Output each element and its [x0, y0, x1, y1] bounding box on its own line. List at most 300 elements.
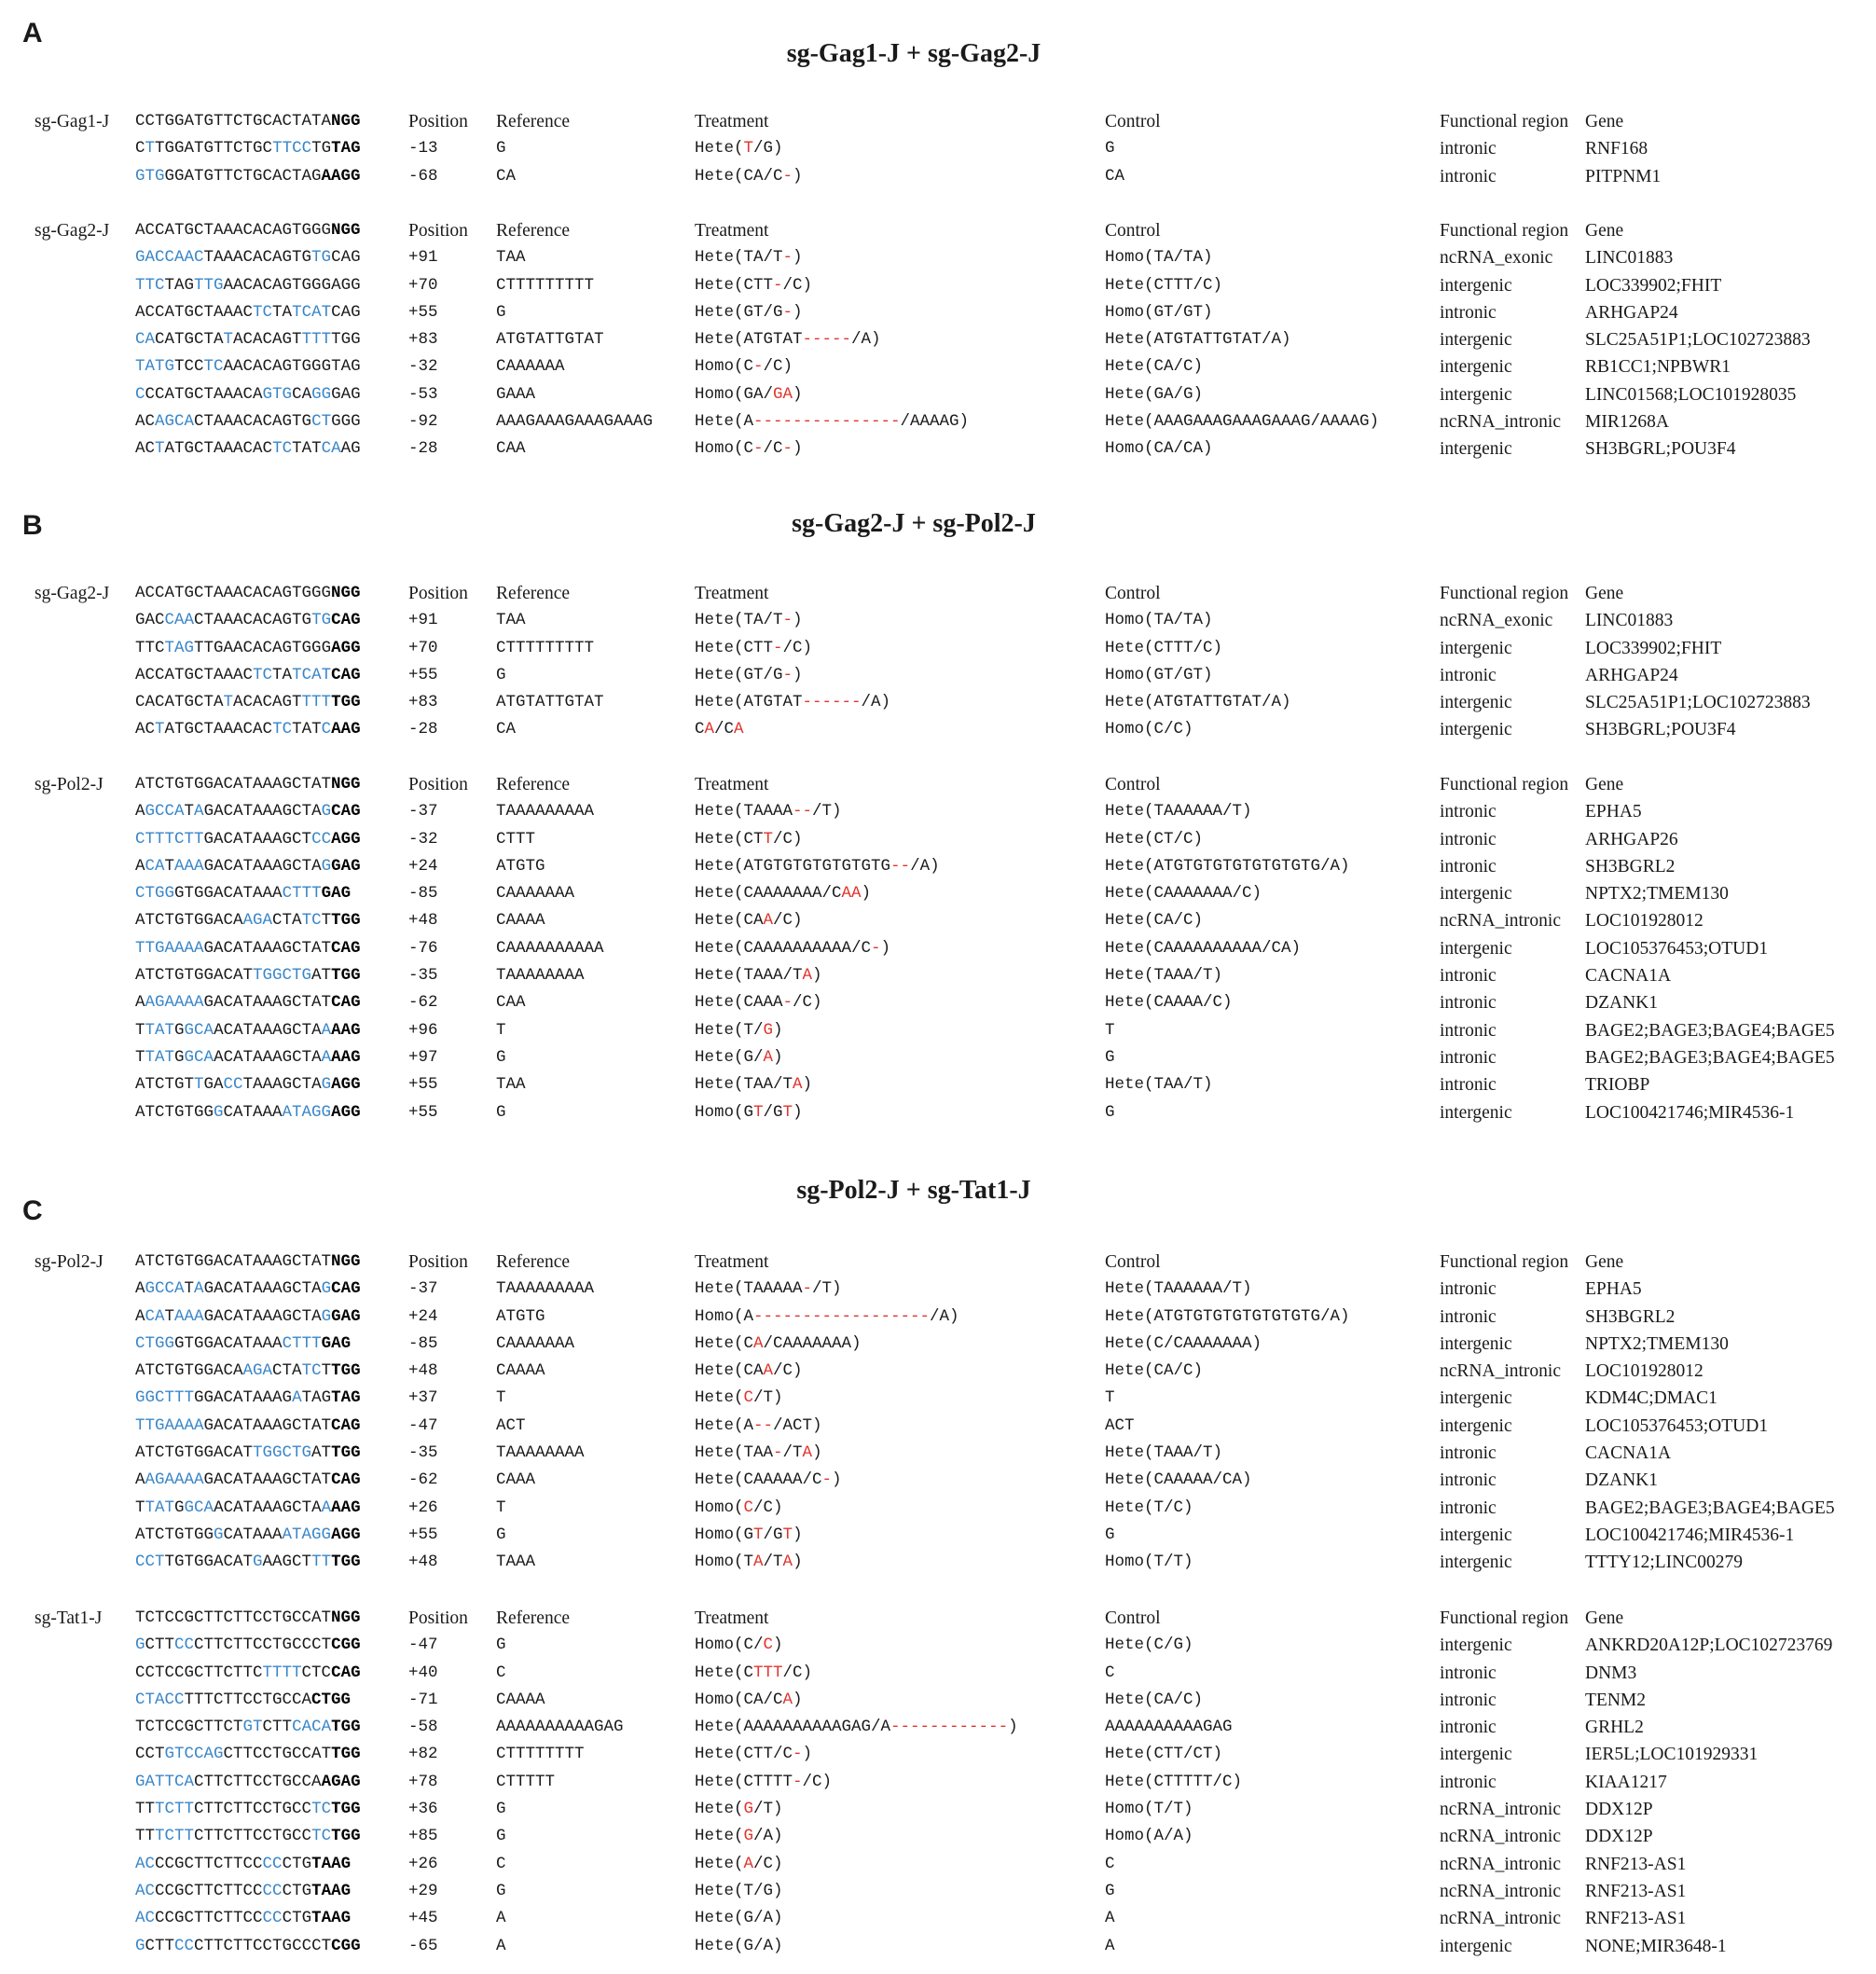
- seq-segment: Hete(CTT/C: [695, 1745, 793, 1764]
- seq-segment: CC: [174, 1636, 195, 1655]
- seq-segment: --: [753, 1415, 774, 1435]
- control-value: [1105, 1522, 1115, 1549]
- seq-segment: Hete(CA/C): [1105, 911, 1204, 931]
- functional-region-value: intronic: [1440, 966, 1497, 987]
- control-value: [1105, 1687, 1203, 1714]
- functional-region-value: intronic: [1440, 139, 1497, 159]
- seq-segment: Homo(T: [695, 1553, 754, 1572]
- seq-segment: CTTCTTCCTGCCCT: [194, 1636, 332, 1655]
- table-row: [0, 716, 1876, 743]
- functional-region-value: intronic: [1440, 1470, 1497, 1491]
- seq-segment: GTC: [164, 1745, 195, 1764]
- seq-segment: /C): [793, 993, 822, 1013]
- seq-segment: TTC: [135, 275, 165, 295]
- offtarget-sequence: [135, 1099, 361, 1126]
- functional-region-value: intergenic: [1440, 693, 1512, 713]
- table-row: [0, 935, 1876, 962]
- seq-segment: AGG: [331, 1525, 361, 1544]
- treatment-value: [695, 1549, 803, 1576]
- reference-value: TAA: [496, 1075, 526, 1095]
- control-value: [1105, 962, 1222, 989]
- control-header: Control: [1105, 584, 1161, 603]
- reference-value: ATGTATTGTAT: [496, 693, 604, 712]
- seq-segment: A: [194, 802, 204, 821]
- seq-segment: Homo(GA/: [695, 384, 774, 404]
- reference-value: G: [496, 1102, 506, 1122]
- seq-segment: G: [1105, 1525, 1115, 1544]
- seq-segment: AACACAGTGGGTAG: [223, 357, 361, 377]
- functional-region-value: intergenic: [1440, 884, 1512, 904]
- control-value: [1105, 272, 1222, 299]
- position-header: Position: [408, 112, 468, 131]
- treatment-value: [695, 1878, 783, 1905]
- seq-segment: A: [135, 1470, 145, 1490]
- seq-segment: ): [793, 439, 803, 459]
- seq-segment: TTGAAAA: [135, 938, 204, 958]
- gene-header: Gene: [1585, 584, 1624, 603]
- seq-segment: AGA: [242, 1361, 273, 1381]
- treatment-value: [695, 1358, 803, 1385]
- position-value: +97: [408, 1047, 438, 1067]
- seq-segment: Hete(CAAAAAAAAAA/CA): [1105, 938, 1302, 958]
- seq-segment: CAG: [331, 1415, 361, 1435]
- position-value: +91: [408, 611, 438, 630]
- functional-region-value: ncRNA_intronic: [1440, 1881, 1561, 1901]
- position-value: +85: [408, 1827, 438, 1846]
- treatment-header: Treatment: [695, 1608, 769, 1628]
- gene-value: LOC100421746;MIR4536-1: [1585, 1102, 1795, 1123]
- gene-value: DZANK1: [1585, 1470, 1658, 1491]
- seq-segment: TTT: [301, 330, 332, 350]
- table-row: [0, 662, 1876, 689]
- seq-segment: /C): [753, 1498, 783, 1517]
- seq-segment: TC: [311, 1800, 332, 1819]
- gene-value: RNF168: [1585, 139, 1648, 159]
- treatment-header: Treatment: [695, 221, 769, 241]
- seq-segment: CAG: [331, 302, 361, 322]
- treatment-value: [695, 826, 803, 853]
- seq-segment: T: [743, 139, 754, 159]
- functional-region-value: intergenic: [1440, 1745, 1512, 1765]
- seq-segment: Hete(TAA: [695, 1443, 774, 1463]
- control-value: [1105, 1071, 1213, 1098]
- offtarget-sequence: [135, 1632, 361, 1659]
- reference-header: Reference: [496, 1608, 571, 1628]
- seq-segment: ATCTGTGGACATAAAGCTAT: [135, 1252, 332, 1271]
- seq-segment: G: [321, 856, 332, 876]
- seq-segment: T: [184, 1279, 195, 1299]
- position-value: +55: [408, 1102, 438, 1122]
- header-row: [0, 771, 1876, 798]
- treatment-value: [695, 1017, 783, 1044]
- position-value: +37: [408, 1388, 438, 1408]
- seq-segment: ): [802, 1075, 813, 1095]
- reference-value: CTTTTTTTTT: [496, 275, 595, 295]
- reference-value: CTTTTTTTT: [496, 1745, 585, 1764]
- seq-segment: GAG: [321, 884, 352, 904]
- guide-name: sg-Pol2-J: [34, 1252, 103, 1272]
- gene-value: KDM4C;DMAC1: [1585, 1388, 1717, 1409]
- guide-group: [0, 108, 1876, 190]
- guide-name: sg-Gag2-J: [34, 221, 110, 241]
- reference-value: GAAA: [496, 384, 536, 404]
- seq-segment: AGA: [242, 911, 273, 931]
- guide-name: sg-Tat1-J: [34, 1608, 103, 1628]
- seq-segment: TTTCTTCCTGCCA: [184, 1690, 312, 1709]
- table-row: [0, 1522, 1876, 1549]
- seq-segment: NGG: [331, 221, 361, 240]
- gene-value: NPTX2;TMEM130: [1585, 1333, 1729, 1354]
- gene-value: RNF213-AS1: [1585, 1854, 1687, 1874]
- seq-segment: Hete(ATGTATTGTAT/A): [1105, 693, 1291, 712]
- functional-region-value: intronic: [1440, 1718, 1497, 1738]
- gene-value: ARHGAP26: [1585, 829, 1678, 849]
- functional-region-value: intronic: [1440, 302, 1497, 323]
- seq-segment: C: [135, 139, 145, 159]
- position-value: -47: [408, 1415, 438, 1435]
- seq-segment: T: [135, 1498, 145, 1517]
- position-value: -32: [408, 829, 438, 849]
- position-value: -68: [408, 166, 438, 186]
- offtarget-sequence: [135, 135, 361, 162]
- gene-value: LOC105376453;OTUD1: [1585, 1415, 1769, 1436]
- seq-segment: --: [890, 856, 911, 876]
- reference-header: Reference: [496, 584, 571, 603]
- seq-segment: CTG: [282, 1881, 312, 1900]
- functional-region-value: intronic: [1440, 1443, 1497, 1464]
- guide-sequence: [135, 580, 361, 607]
- control-value: [1105, 989, 1233, 1016]
- gene-value: BAGE2;BAGE3;BAGE4;BAGE5: [1585, 1498, 1835, 1518]
- seq-segment: CTTCCTGCCAT: [223, 1745, 332, 1764]
- seq-segment: CCTGGATGTTCTGCACTATA: [135, 112, 332, 131]
- seq-segment: Hete(CAAAAAAA/C): [1105, 884, 1262, 904]
- panel-label: C: [22, 1195, 43, 1226]
- seq-segment: CCGCTTCTTCC: [155, 1854, 263, 1873]
- seq-segment: GAG: [331, 856, 361, 876]
- control-value: [1105, 1769, 1242, 1796]
- position-value: -13: [408, 139, 438, 159]
- seq-segment: CTTCTTCCTGCCCT: [194, 1936, 332, 1955]
- seq-segment: NGG: [331, 775, 361, 794]
- offtarget-sequence: [135, 1440, 361, 1467]
- treatment-value: [695, 381, 803, 408]
- seq-segment: CC: [262, 1854, 283, 1873]
- seq-segment: TGG: [145, 884, 175, 904]
- treatment-value: [695, 853, 940, 880]
- table-row: [0, 1714, 1876, 1741]
- seq-segment: AC: [135, 720, 156, 739]
- gene-value: RNF213-AS1: [1585, 1909, 1687, 1929]
- reference-value: G: [496, 1827, 506, 1846]
- seq-segment: ): [812, 1443, 822, 1463]
- seq-segment: TA: [272, 665, 293, 684]
- seq-segment: CTGG: [311, 1690, 352, 1709]
- seq-segment: /C): [782, 638, 813, 657]
- reference-value: ATGTG: [496, 1306, 545, 1326]
- position-value: +24: [408, 856, 438, 876]
- seq-segment: T: [753, 1525, 764, 1544]
- seq-segment: CC: [311, 829, 332, 849]
- reference-value: A: [496, 1909, 506, 1928]
- treatment-value: [695, 662, 803, 689]
- position-value: +48: [408, 911, 438, 931]
- seq-segment: ): [793, 665, 803, 684]
- seq-segment: T: [753, 1102, 764, 1122]
- gene-header: Gene: [1585, 1252, 1624, 1272]
- seq-segment: NGG: [331, 584, 361, 602]
- treatment-header: Treatment: [695, 775, 769, 794]
- seq-segment: CCTCCGCTTCTTC: [135, 1663, 263, 1682]
- functional-region-value: intronic: [1440, 1306, 1497, 1327]
- gene-value: DDX12P: [1585, 1827, 1653, 1847]
- offtarget-sequence: [135, 935, 361, 962]
- seq-segment: TT: [135, 1800, 156, 1819]
- offtarget-sequence: [135, 1304, 361, 1331]
- gene-value: LINC01883: [1585, 248, 1674, 269]
- seq-segment: CAG: [331, 993, 361, 1013]
- treatment-value: [695, 1632, 783, 1659]
- gene-value: RNF213-AS1: [1585, 1881, 1687, 1901]
- gene-header: Gene: [1585, 1608, 1624, 1628]
- seq-segment: C: [135, 829, 145, 849]
- reference-value: CAAAAAAAAAA: [496, 938, 604, 958]
- reference-value: CAA: [496, 439, 526, 459]
- seq-segment: CCGCTTCTTCC: [155, 1881, 263, 1900]
- control-value: [1105, 299, 1213, 326]
- seq-segment: Hete(CA/C): [1105, 357, 1204, 377]
- reference-value: CAAAAAAA: [496, 1333, 575, 1353]
- seq-segment: Hete(ATGTAT: [695, 330, 803, 350]
- offtarget-sequence: [135, 880, 351, 907]
- panel-title: sg-Gag2-J + sg-Pol2-J: [792, 509, 1036, 538]
- seq-segment: Hete(T/G): [695, 1881, 783, 1900]
- seq-segment: Hete(T/C): [1105, 1498, 1193, 1517]
- reference-value: CA: [496, 166, 517, 186]
- seq-segment: ACATAAAGCTA: [214, 1498, 322, 1517]
- position-header: Position: [408, 584, 468, 603]
- position-value: -65: [408, 1936, 438, 1955]
- seq-segment: CC: [223, 1075, 243, 1095]
- functional-region-value: intergenic: [1440, 1636, 1512, 1656]
- seq-segment: ACT: [1105, 1415, 1135, 1435]
- gene-value: LOC339902;FHIT: [1585, 275, 1722, 296]
- guide-group: [0, 771, 1876, 1126]
- seq-segment: AA: [841, 884, 862, 904]
- treatment-value: [695, 1276, 842, 1303]
- seq-segment: /C: [714, 720, 735, 739]
- offtarget-sequence: [135, 163, 361, 190]
- table-row: [0, 1905, 1876, 1932]
- seq-segment: ------------------: [753, 1306, 931, 1326]
- seq-segment: TCAT: [292, 302, 332, 322]
- seq-segment: GAG: [331, 384, 361, 404]
- seq-segment: Hete(AAAAAAAAAAGAG/A: [695, 1718, 891, 1737]
- control-value: [1105, 662, 1213, 689]
- treatment-value: [695, 1851, 783, 1878]
- seq-segment: G: [174, 1047, 185, 1067]
- seq-segment: TAAG: [311, 1881, 352, 1900]
- reference-value: TAA: [496, 248, 526, 268]
- position-value: -92: [408, 412, 438, 432]
- seq-segment: GT: [242, 1718, 263, 1737]
- seq-segment: TAAG: [311, 1909, 352, 1928]
- seq-segment: AAG: [331, 1047, 361, 1067]
- reference-value: G: [496, 665, 506, 684]
- offtarget-sequence: [135, 1331, 351, 1358]
- seq-segment: Homo(GT/GT): [1105, 665, 1213, 684]
- seq-segment: GTGGACATAAA: [174, 884, 283, 904]
- seq-segment: TC: [203, 357, 224, 377]
- seq-segment: GACATAAAGCTAT: [203, 1415, 332, 1435]
- control-header: Control: [1105, 775, 1161, 794]
- seq-segment: A: [135, 1279, 145, 1299]
- seq-segment: -: [782, 166, 793, 186]
- position-value: +91: [408, 248, 438, 268]
- seq-segment: /A): [851, 330, 881, 350]
- seq-segment: ACACAGT: [233, 693, 302, 712]
- offtarget-sequence: [135, 1878, 351, 1905]
- treatment-value: [695, 1714, 1018, 1741]
- offtarget-sequence: [135, 1358, 361, 1385]
- seq-segment: TAT: [145, 1047, 175, 1067]
- position-value: +55: [408, 302, 438, 322]
- seq-segment: Homo(: [695, 1498, 744, 1517]
- functional-region-value: intronic: [1440, 993, 1497, 1014]
- seq-segment: Hete(GT/G: [695, 665, 783, 684]
- offtarget-sequence: [135, 1495, 361, 1522]
- treatment-value: [695, 326, 881, 353]
- seq-segment: A: [135, 993, 145, 1013]
- header-row: [0, 1249, 1876, 1276]
- gene-value: LOC339902;FHIT: [1585, 638, 1722, 658]
- offtarget-sequence: [135, 1071, 361, 1098]
- position-value: -62: [408, 1470, 438, 1490]
- offtarget-sequence: [135, 1385, 361, 1412]
- seq-segment: TAG: [331, 1388, 361, 1408]
- seq-segment: TGG: [331, 1745, 361, 1764]
- seq-segment: T: [145, 139, 156, 159]
- offtarget-sequence: [135, 1796, 361, 1823]
- seq-segment: CCT: [135, 1553, 165, 1572]
- seq-segment: AC: [135, 1909, 156, 1928]
- table-row: [0, 1467, 1876, 1494]
- table-row: [0, 1304, 1876, 1331]
- table-row: [0, 1276, 1876, 1303]
- seq-segment: /C): [773, 911, 803, 931]
- table-row: [0, 962, 1876, 989]
- position-header: Position: [408, 1608, 468, 1628]
- gene-value: NONE;MIR3648-1: [1585, 1936, 1727, 1956]
- seq-segment: TGG: [331, 693, 361, 712]
- seq-segment: AAGG: [321, 166, 361, 186]
- functional-region-value: intergenic: [1440, 938, 1512, 959]
- header-row: [0, 1605, 1876, 1632]
- seq-segment: TTC: [135, 638, 165, 657]
- seq-segment: ATCTGTGGACAT: [135, 966, 254, 986]
- seq-segment: AGAG: [321, 1772, 361, 1791]
- control-value: [1105, 1933, 1115, 1960]
- seq-segment: /AAAAG): [900, 412, 970, 432]
- seq-segment: G: [743, 1827, 754, 1846]
- position-value: -47: [408, 1636, 438, 1655]
- seq-segment: TAG: [164, 275, 195, 295]
- seq-segment: GGG: [331, 412, 361, 432]
- position-value: -76: [408, 938, 438, 958]
- functional-region-value: ncRNA_intronic: [1440, 1909, 1561, 1929]
- control-value: [1105, 1276, 1252, 1303]
- seq-segment: /C): [763, 357, 793, 377]
- control-value: [1105, 1660, 1115, 1687]
- offtarget-sequence: [135, 1549, 361, 1576]
- functional-region-value: intergenic: [1440, 439, 1512, 460]
- guide-sequence: [135, 1605, 361, 1632]
- position-value: -62: [408, 993, 438, 1013]
- reference-value: G: [496, 302, 506, 322]
- reference-header: Reference: [496, 775, 571, 794]
- seq-segment: TG: [311, 139, 332, 159]
- functional-region-value: intergenic: [1440, 330, 1512, 351]
- functional-region-value: intronic: [1440, 1279, 1497, 1300]
- seq-segment: GGATGTTCTGCACTAG: [164, 166, 322, 186]
- functional-region-value: ncRNA_intronic: [1440, 1800, 1561, 1820]
- seq-segment: Hete(ATGTATTGTAT/A): [1105, 330, 1291, 350]
- position-value: +26: [408, 1854, 438, 1873]
- position-value: +24: [408, 1306, 438, 1326]
- functional-region-value: intronic: [1440, 829, 1497, 849]
- gene-header: Gene: [1585, 221, 1624, 241]
- seq-segment: C: [1105, 1854, 1115, 1873]
- position-value: -58: [408, 1718, 438, 1737]
- reference-value: TAAAAAAAAA: [496, 1279, 595, 1299]
- gene-value: CACNA1A: [1585, 1443, 1672, 1464]
- gene-value: SLC25A51P1;LOC102723883: [1585, 330, 1811, 351]
- offtarget-sequence: [135, 1741, 361, 1768]
- seq-segment: A: [1105, 1936, 1115, 1955]
- seq-segment: ): [812, 966, 822, 986]
- seq-segment: Hete(CT: [695, 829, 764, 849]
- seq-segment: TC: [301, 911, 322, 931]
- seq-segment: Homo(G: [695, 1525, 754, 1544]
- functional-region-value: ncRNA_intronic: [1440, 911, 1561, 932]
- seq-segment: TAG: [331, 139, 361, 159]
- seq-segment: Homo(T/T): [1105, 1553, 1193, 1572]
- seq-segment: CC: [262, 1909, 283, 1928]
- offtarget-sequence: [135, 299, 361, 326]
- seq-segment: T: [155, 720, 165, 739]
- seq-segment: /C): [773, 1361, 803, 1381]
- control-value: [1105, 826, 1203, 853]
- seq-segment: GG: [311, 384, 332, 404]
- position-value: +40: [408, 1663, 438, 1682]
- seq-segment: /A): [861, 693, 891, 712]
- reference-value: G: [496, 1525, 506, 1544]
- seq-segment: Hete(CAAAA/C): [1105, 993, 1233, 1013]
- treatment-header: Treatment: [695, 584, 769, 603]
- offtarget-sequence: [135, 607, 361, 634]
- treatment-value: [695, 989, 822, 1016]
- functional-region-value: intronic: [1440, 802, 1497, 822]
- control-value: [1105, 1044, 1115, 1071]
- seq-segment: ATAGG: [282, 1102, 332, 1122]
- seq-segment: -: [793, 1745, 803, 1764]
- seq-segment: CTAAACACAGTG: [194, 412, 312, 432]
- treatment-value: [695, 135, 783, 162]
- seq-segment: --: [793, 802, 813, 821]
- reference-value: T: [496, 1388, 506, 1408]
- reference-value: G: [496, 139, 506, 159]
- seq-segment: TTT: [301, 693, 332, 712]
